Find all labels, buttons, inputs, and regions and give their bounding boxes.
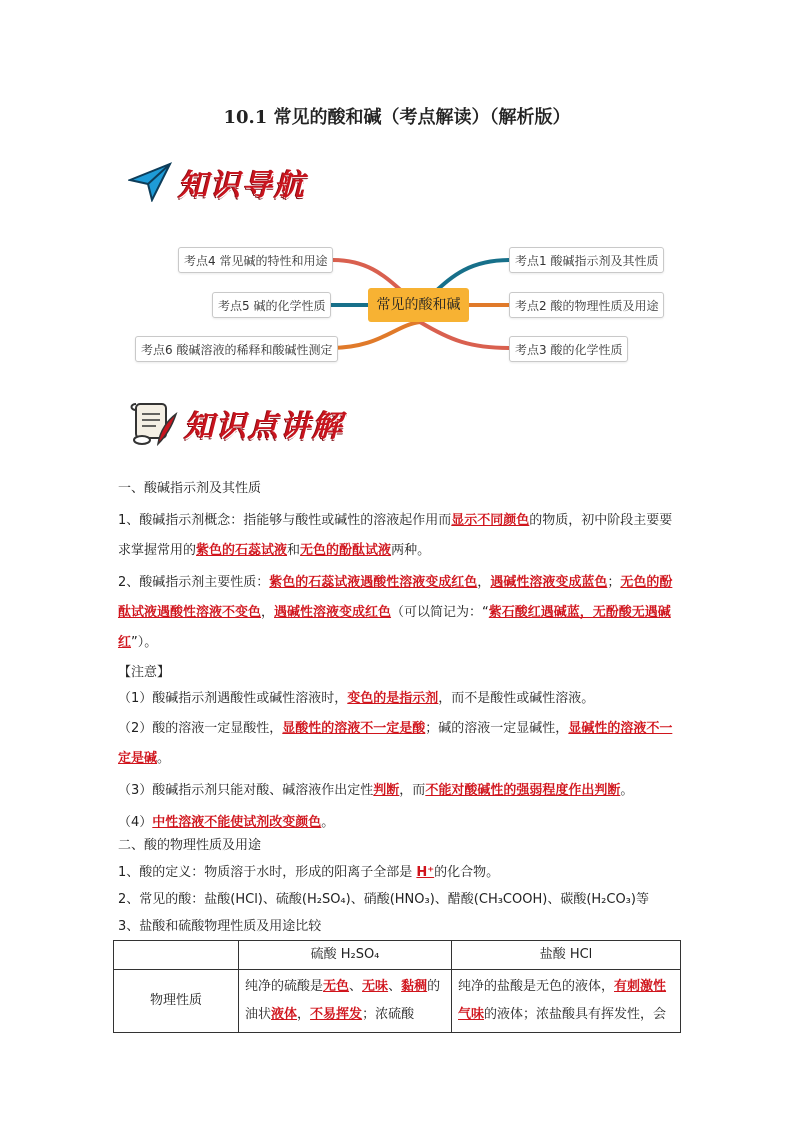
body-text: ，而 [399, 783, 426, 798]
highlighted-text: 显示不同颜色 [451, 513, 530, 528]
knowledge-navigation-heading [128, 160, 306, 204]
section-acid-physical [118, 832, 683, 940]
highlighted-text: 无色 [323, 979, 350, 994]
note-2 [118, 714, 683, 774]
highlighted-text: 液体 [271, 1007, 298, 1022]
mind-map [0, 230, 794, 380]
highlighted-text: 紫色的石蕊试液遇酸性溶液变成红色 [269, 575, 478, 590]
mindmap-node-topic6: 考点6 酸碱溶液的稀释和酸碱性测定 [135, 336, 338, 362]
mindmap-node-topic5: 考点5 碱的化学性质 [212, 292, 331, 318]
highlighted-text: 中性溶液不能使试剂改变颜色 [152, 815, 322, 830]
body-text: （2）酸的溶液一定显酸性， [118, 721, 283, 736]
body-text: 2、酸碱指示剂主要性质： [118, 575, 270, 590]
table-corner-cell [114, 941, 239, 970]
document-title: 10.1 常见的酸和碱（考点解读）（解析版） [223, 107, 571, 128]
scroll-quill-icon [128, 400, 178, 446]
acid-definition-text: 1、酸的定义：物质溶于水时，形成的阳离子全部是 [118, 865, 417, 880]
highlighted-text: 遇碱性溶液变成红色 [274, 605, 392, 620]
body-text: ；碱的溶液一定显碱性， [425, 721, 569, 736]
mindmap-node-topic2: 考点2 酸的物理性质及用途 [509, 292, 664, 318]
body-text: ， [477, 575, 491, 590]
body-text: ”）。 [131, 635, 158, 650]
highlighted-text: 有刺激性气味 [458, 979, 667, 1022]
highlighted-text: 判断 [373, 783, 400, 798]
body-text: （可以简记为：“ [391, 605, 489, 620]
knowledge-explanation-text: 知识点讲解 [184, 409, 344, 444]
body-text: 的物质，初中阶段主要要求掌握常用的 [118, 513, 673, 558]
mindmap-node-topic1: 考点1 酸碱指示剂及其性质 [509, 247, 664, 273]
acid-definition-end: 的化合物。 [434, 865, 500, 880]
comparison-intro: 3、盐酸和硫酸物理性质及用途比较 [118, 919, 322, 934]
highlighted-text: 不易挥发 [310, 1007, 363, 1022]
body-text: 。 [157, 751, 171, 766]
body-text: 两种。 [391, 543, 431, 558]
note-1 [118, 684, 683, 714]
table-cell-sulfuric-physical [239, 970, 452, 1033]
body-text: ， [261, 605, 275, 620]
highlighted-text: 显酸性的溶液不一定是酸 [282, 721, 426, 736]
body-text: ；浓硫酸 [362, 1007, 415, 1022]
note-heading: 【注意】 [118, 665, 171, 680]
table-header-sulfuric: 硫酸 H₂SO₄ [239, 941, 452, 970]
body-text: 。 [620, 783, 634, 798]
mindmap-node-topic4: 考点4 常见碱的特性和用途 [178, 247, 333, 273]
section1-paragraph1 [118, 506, 683, 566]
highlighted-text: 紫色的石蕊试液 [196, 543, 288, 558]
highlighted-text: 无色的酚酞试液遇酸性溶液不变色 [118, 575, 673, 620]
body-text: 、 [349, 979, 363, 994]
section1-paragraph2 [118, 568, 683, 658]
knowledge-explanation-heading [128, 400, 344, 446]
body-text: （4） [118, 815, 153, 830]
hydrogen-ion: H⁺ [416, 865, 435, 880]
mindmap-node-topic3: 考点3 酸的化学性质 [509, 336, 628, 362]
section2-heading: 二、酸的物理性质及用途 [118, 838, 262, 853]
body-text: ， [297, 1007, 311, 1022]
highlighted-text: 无色的酚酞试液 [300, 543, 392, 558]
body-text: 的油状 [245, 979, 441, 1022]
highlighted-text: 无味 [362, 979, 389, 994]
body-text: （3）酸碱指示剂只能对酸、碱溶液作出定性 [118, 783, 374, 798]
body-text: 。 [321, 815, 335, 830]
body-text: 纯净的盐酸是无色的液体， [458, 979, 615, 994]
body-text: ； [607, 575, 621, 590]
knowledge-navigation-text: 知识导航 [178, 168, 306, 203]
table-row [114, 941, 681, 970]
section1-heading: 一、酸碱指示剂及其性质 [118, 481, 262, 496]
highlighted-text: 遇碱性溶液变成蓝色 [490, 575, 608, 590]
highlighted-text: 紫石酸红遇碱蓝，无酚酸无遇碱红 [118, 605, 671, 650]
highlighted-text: 不能对酸碱性的强弱程度作出判断 [425, 783, 621, 798]
paper-plane-icon [128, 162, 172, 202]
common-acids: 2、常见的酸：盐酸(HCl)、硫酸(H₂SO₄)、硝酸(HNO₃)、醋酸(CH₃COOH)、碳酸(H₂CO₃)等 [118, 892, 649, 907]
body-text: 、 [388, 979, 402, 994]
mindmap-center-node: 常见的酸和碱 [368, 288, 469, 322]
body-text: （1）酸碱指示剂遇酸性或碱性溶液时， [118, 691, 348, 706]
body-text: 的液体；浓盐酸具有挥发性，会 [484, 1007, 667, 1022]
acid-definition [118, 859, 683, 886]
acid-comparison-table [113, 940, 681, 1033]
body-text: 和 [287, 543, 301, 558]
highlighted-text: 变色的是指示剂 [347, 691, 439, 706]
highlighted-text: 黏稠 [401, 979, 428, 994]
table-row-label: 物理性质 [114, 970, 239, 1033]
highlighted-text: 显碱性的溶液不一定是碱 [118, 721, 673, 766]
body-text: 纯净的硫酸是 [245, 979, 324, 994]
table-cell-hydrochloric-physical [452, 970, 681, 1033]
body-text: ，而不是酸性或碱性溶液。 [438, 691, 595, 706]
section-indicators [118, 474, 683, 838]
table-row [114, 970, 681, 1033]
table-header-hydrochloric: 盐酸 HCl [452, 941, 681, 970]
note-3 [118, 776, 683, 806]
body-text: 1、酸碱指示剂概念：指能够与酸性或碱性的溶液起作用而 [118, 513, 452, 528]
